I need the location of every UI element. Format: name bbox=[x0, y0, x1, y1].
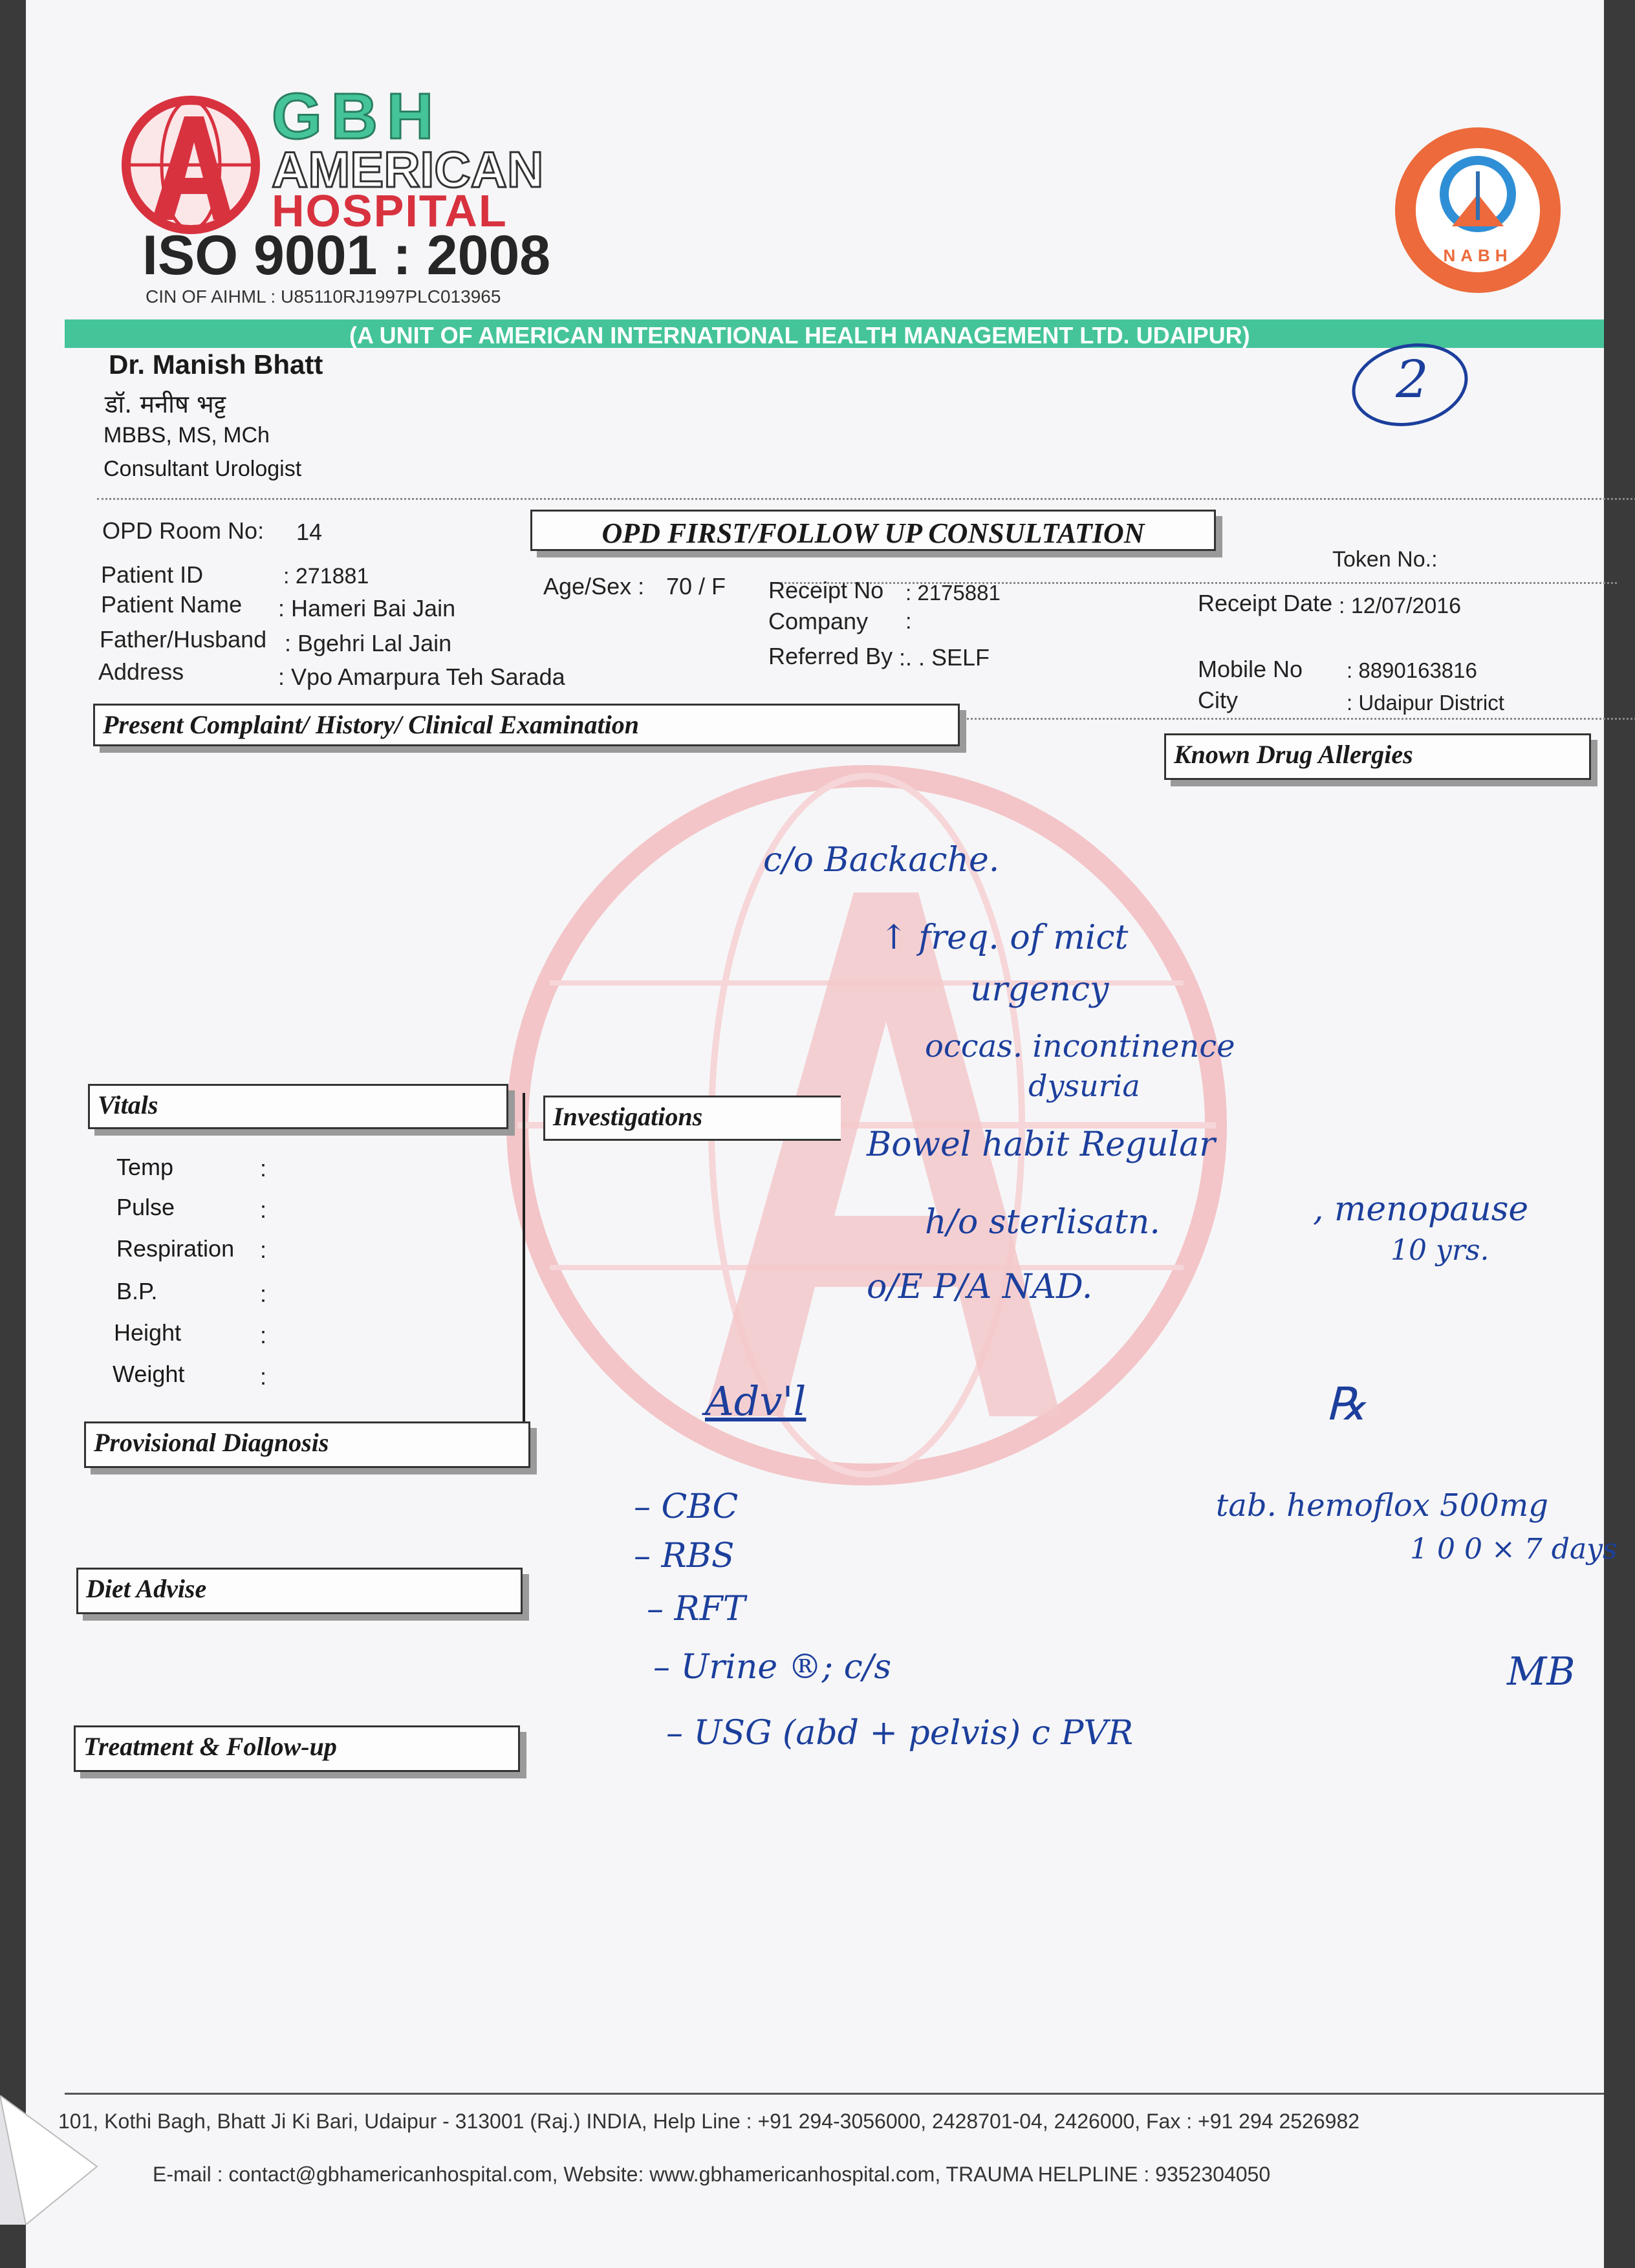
vital-temp-sep: : bbox=[260, 1155, 267, 1182]
hw-complaint-7: h/o sterlisatn. bbox=[925, 1203, 1160, 1242]
address-label: Address bbox=[98, 658, 184, 685]
footer-contact: E-mail : contact@gbhamericanhospital.com, Website: www.gbhamericanhospital.com, TRAUMA HELPLINE : 9352304050 bbox=[153, 2163, 1271, 2186]
receipt-no-value: : 2175881 bbox=[905, 581, 1001, 605]
vital-weight-label: Weight bbox=[113, 1361, 185, 1387]
hw-complaint-8: , menopause bbox=[1313, 1190, 1529, 1229]
hw-complaint-6: Bowel habit Regular bbox=[867, 1125, 1215, 1164]
vitals-section-header bbox=[88, 1084, 508, 1129]
vitals-column-divider bbox=[523, 1093, 525, 1421]
diet-section-title: Diet Advise bbox=[86, 1574, 207, 1603]
city-value: : Udaipur District bbox=[1347, 691, 1504, 715]
hw-advice-heading: Adv'l bbox=[705, 1377, 807, 1425]
hw-complaint-3: urgency bbox=[970, 970, 1109, 1009]
city-label: City bbox=[1198, 687, 1238, 713]
address-value: : Vpo Amarpura Teh Sarada bbox=[278, 664, 565, 690]
unit-banner-text: (A UNIT OF AMERICAN INTERNATIONAL HEALTH MANAGEMENT LTD. UDAIPUR) bbox=[349, 322, 1250, 349]
patient-id-label: Patient ID bbox=[101, 561, 204, 588]
patient-name-label: Patient Name bbox=[101, 591, 243, 618]
gbh-logo-emblem bbox=[116, 91, 265, 239]
company-label: Company bbox=[768, 608, 869, 634]
hw-complaint-10: o/E P/A NAD. bbox=[867, 1268, 1093, 1306]
hospital-name-gbh: GBH bbox=[272, 80, 443, 153]
father-husband-label: Father/Husband bbox=[100, 626, 267, 653]
prescription-sheet bbox=[26, 0, 1618, 2268]
vital-bp-label: B.P. bbox=[116, 1278, 158, 1304]
doctor-name: Dr. Manish Bhatt bbox=[109, 349, 323, 380]
doctor-title: Consultant Urologist bbox=[103, 457, 302, 481]
vital-weight-sep: : bbox=[260, 1363, 267, 1390]
hw-rx-line1: tab. hemoflox 500mg bbox=[1216, 1487, 1548, 1524]
divider bbox=[97, 498, 1635, 500]
allergies-section-header bbox=[1164, 733, 1591, 780]
doctor-degrees: MBBS, MS, MCh bbox=[103, 423, 270, 448]
age-sex-label: Age/Sex : bbox=[543, 573, 645, 599]
form-title: OPD FIRST/FOLLOW UP CONSULTATION bbox=[601, 517, 1145, 549]
token-label: Token No.: bbox=[1332, 547, 1438, 572]
folded-corner bbox=[0, 2095, 103, 2225]
opd-room-value: 14 bbox=[296, 519, 323, 545]
hw-rx-symbol: ℞ bbox=[1326, 1377, 1367, 1431]
doctor-name-hindi: डॉ. मनीष भट्ट bbox=[105, 390, 226, 418]
hw-complaint-4: occas. incontinence bbox=[925, 1028, 1235, 1064]
vital-height-sep: : bbox=[260, 1322, 267, 1348]
receipt-date-value: : 12/07/2016 bbox=[1339, 594, 1462, 618]
hw-advice-4: – Urine ®; c/s bbox=[653, 1648, 892, 1687]
nabh-seal-icon bbox=[1391, 123, 1565, 297]
treatment-section-title: Treatment & Follow-up bbox=[83, 1732, 337, 1761]
doctor-signature: MB bbox=[1507, 1649, 1575, 1694]
opd-room-label: OPD Room No: bbox=[102, 517, 265, 544]
mobile-value: : 8890163816 bbox=[1347, 658, 1477, 682]
allergies-section-title: Known Drug Allergies bbox=[1174, 740, 1413, 769]
hw-complaint-9: 10 yrs. bbox=[1391, 1234, 1489, 1267]
mobile-label: Mobile No bbox=[1198, 656, 1303, 682]
patient-id-value: : 271881 bbox=[283, 564, 369, 589]
hw-advice-5: – USG (abd + pelvis) c PVR bbox=[666, 1714, 1134, 1753]
referred-by-value: :. . SELF bbox=[899, 644, 990, 671]
vital-temp-label: Temp bbox=[116, 1154, 174, 1180]
diagnosis-section-header bbox=[84, 1421, 530, 1468]
diagnosis-section-title: Provisional Diagnosis bbox=[94, 1428, 329, 1457]
hw-advice-3: – RFT bbox=[647, 1590, 746, 1628]
hw-advice-2: – RBS bbox=[634, 1537, 735, 1575]
hw-complaint-1: c/o Backache. bbox=[763, 841, 1000, 880]
receipt-no-label: Receipt No bbox=[768, 577, 884, 603]
vital-pulse-sep: : bbox=[260, 1196, 267, 1223]
vital-bp-sep: : bbox=[260, 1280, 267, 1307]
page-number-mark: 2 bbox=[1396, 349, 1429, 409]
hw-advice-1: – CBC bbox=[634, 1487, 739, 1526]
cin-number: CIN OF AIHML : U85110RJ1997PLC013965 bbox=[146, 286, 501, 307]
hw-complaint-2: ↑ freq. of mict bbox=[880, 918, 1129, 957]
form-title-box bbox=[530, 510, 1216, 551]
patient-name-value: : Hameri Bai Jain bbox=[278, 595, 456, 621]
hospital-name-hospital: HOSPITAL bbox=[272, 186, 508, 236]
nabh-label: NABH bbox=[1443, 246, 1513, 265]
hw-complaint-5: dysuria bbox=[1028, 1068, 1140, 1103]
treatment-section-header bbox=[74, 1725, 520, 1772]
vital-height-label: Height bbox=[114, 1319, 182, 1346]
company-value: : bbox=[905, 609, 912, 634]
nabh-seal bbox=[1391, 123, 1565, 297]
investigations-section-title: Investigations bbox=[553, 1102, 703, 1131]
vital-respiration-label: Respiration bbox=[116, 1235, 235, 1262]
footer-rule bbox=[65, 2093, 1604, 2095]
vital-respiration-sep: : bbox=[260, 1237, 267, 1263]
father-husband-value: : Bgehri Lal Jain bbox=[285, 630, 452, 656]
divider bbox=[776, 582, 1617, 584]
complaint-section-header bbox=[93, 704, 960, 746]
iso-certification: ISO 9001 : 2008 bbox=[142, 224, 551, 286]
hw-rx-line2: 1 0 0 × 7 days bbox=[1410, 1533, 1618, 1566]
hospital-name-american: AMERICAN bbox=[272, 141, 544, 198]
complaint-section-title: Present Complaint/ History/ Clinical Examination bbox=[103, 710, 640, 739]
vitals-section-title: Vitals bbox=[98, 1090, 158, 1119]
referred-by-label: Referred By bbox=[768, 643, 893, 669]
investigations-section-header bbox=[543, 1096, 841, 1141]
receipt-date-label: Receipt Date bbox=[1198, 590, 1333, 616]
diet-section-header bbox=[76, 1568, 523, 1614]
age-sex-value: 70 / F bbox=[666, 573, 726, 599]
footer-address: 101, Kothi Bagh, Bhatt Ji Ki Bari, Udaipur - 313001 (Raj.) INDIA, Help Line : +91 294-3056000, 2428701-04, 2426000, Fax : +91 294 2526982 bbox=[58, 2110, 1360, 2133]
vital-pulse-label: Pulse bbox=[116, 1194, 175, 1220]
